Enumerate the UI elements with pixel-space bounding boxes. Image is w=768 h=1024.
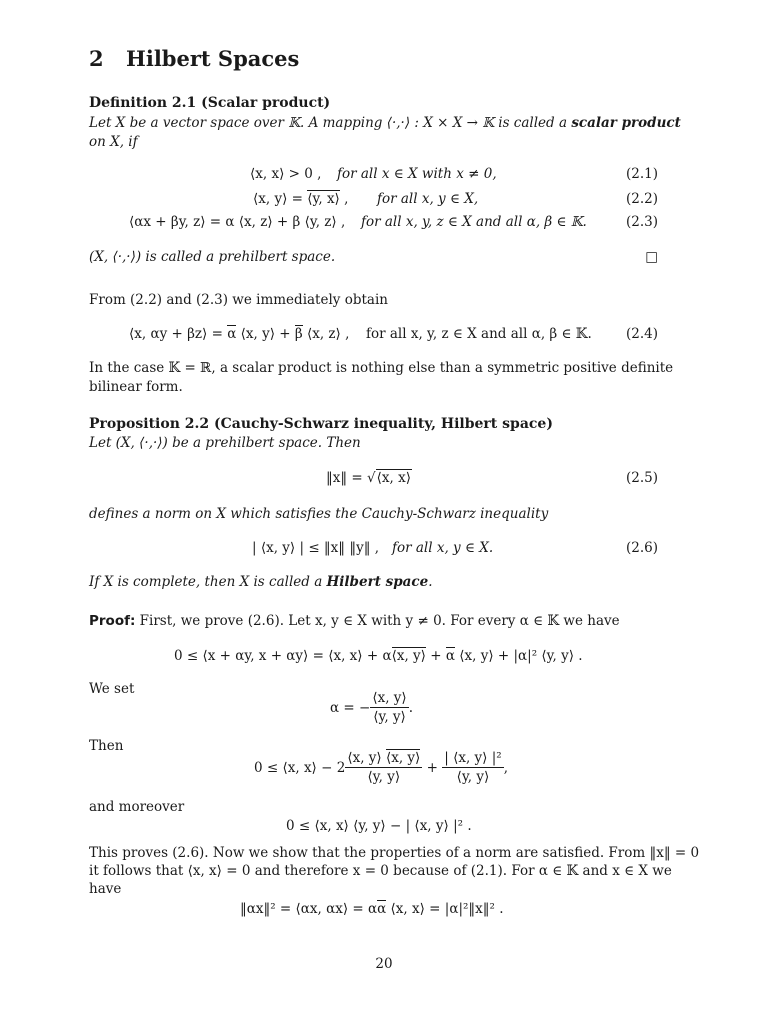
sqrt-radicand: ⟨x, x⟩ <box>376 470 411 486</box>
proof-equation-d <box>240 901 504 917</box>
equation-number: (2.1) <box>625 166 658 182</box>
proposition-line-2: defines a norm on X which satisfies the Cauchy-Schwarz inequality <box>89 506 549 522</box>
equation-number: (2.4) <box>625 326 658 342</box>
equation-expr: ⟨αx + βy, z⟩ = α ⟨x, z⟩ + β ⟨y, z⟩ , <box>129 214 346 230</box>
eq-part: ⟨x, z⟩ , <box>302 326 350 342</box>
fraction-denominator: ⟨y, y⟩ <box>367 769 401 785</box>
final-line-1: This proves (2.6). Now we show that the properties of a norm are satisfied. From ‖x‖ = 0 <box>89 845 700 861</box>
moreover-text: and moreover <box>89 799 185 815</box>
eq-part: ‖αx‖² = ⟨αx, αx⟩ = α <box>240 901 378 917</box>
chapter-heading <box>89 46 299 71</box>
definition-line-1 <box>89 114 681 133</box>
proof-intro <box>89 612 620 631</box>
proof-label: Proof: <box>89 613 136 629</box>
hilbert-end: . <box>428 574 433 590</box>
proof-equation-c: 0 ≤ ⟨x, x⟩ ⟨y, y⟩ − | ⟨x, y⟩ |² . <box>286 818 472 834</box>
alpha-bar: α <box>445 648 455 664</box>
fraction-numerator: ⟨x, y⟩ <box>372 690 407 706</box>
then-text: Then <box>89 738 124 754</box>
conjugate-term: ⟨x, y⟩ <box>391 648 426 664</box>
proposition-line-1: Let (X, ⟨·,·⟩) be a prehilbert space. Then <box>89 435 361 451</box>
proposition-heading: Proposition 2.2 (Cauchy-Schwarz inequality, Hilbert space) <box>89 416 553 432</box>
proof-equation-b <box>254 750 508 785</box>
alpha-definition <box>330 690 413 725</box>
equation-tail: , <box>339 191 349 207</box>
definition-heading: Definition 2.1 (Scalar product) <box>89 95 331 111</box>
definition-text: Let X be a vector space over 𝕂. A mapping ⟨·,·⟩ : X × X → 𝕂 is called a <box>89 115 572 131</box>
chapter-number: 2 <box>89 46 104 71</box>
final-line-2: it follows that ⟨x, x⟩ = 0 and therefore x = 0 because of (2.1). For α ∈ 𝕂 and x ∈ X we <box>89 863 672 879</box>
numerator-part: ⟨x, y⟩ <box>347 750 386 766</box>
equation-lhs: ⟨x, y⟩ = <box>253 191 308 207</box>
norm-lhs: ‖x‖ = √ <box>326 470 376 486</box>
fraction-numerator: | ⟨x, y⟩ |² <box>444 750 502 766</box>
case-text-line-1: In the case 𝕂 = ℝ, a scalar product is nothing else than a symmetric positive definite <box>89 360 674 376</box>
equation-number: (2.3) <box>625 214 658 230</box>
fraction-denominator: ⟨y, y⟩ <box>373 709 406 725</box>
alpha-bar: α <box>227 326 237 342</box>
fraction-numerator <box>345 750 422 768</box>
equation-condition: for all x, y, z ∈ X and all α, β ∈ 𝕂. <box>366 326 592 342</box>
from-text: From (2.2) and (2.3) we immediately obtain <box>89 292 388 308</box>
eq-part: ⟨x, αy + βz⟩ = <box>129 326 228 342</box>
eq-part: ⟨x, y⟩ + <box>236 326 295 342</box>
equation-condition: for all x ∈ X with x ≠ 0, <box>337 166 497 182</box>
page-number: 20 <box>375 956 393 972</box>
proof-intro-text: First, we prove (2.6). Let x, y ∈ X with y ≠ 0. For every α ∈ 𝕂 we have <box>135 613 620 629</box>
definition-line-2: on X, if <box>89 134 138 150</box>
eq-part: 0 ≤ ⟨x + αy, x + αy⟩ = ⟨x, x⟩ + α <box>174 648 392 664</box>
alpha-fraction <box>370 690 408 725</box>
eq-part: + <box>425 648 446 664</box>
alpha-lhs: α = − <box>330 699 371 716</box>
equation-number: (2.5) <box>625 470 658 486</box>
equation-condition: for all x, y ∈ X, <box>377 191 479 207</box>
qed-box-icon: □ <box>645 249 658 265</box>
final-line-3: have <box>89 881 122 897</box>
eq-part: 0 ≤ ⟨x, x⟩ − 2 <box>254 759 346 776</box>
first-fraction <box>345 750 422 785</box>
equation-expr <box>129 326 349 342</box>
equation-condition: for all x, y, z ∈ X and all α, β ∈ 𝕂. <box>361 214 587 230</box>
hilbert-term: Hilbert space <box>326 574 429 590</box>
conjugate-term: ⟨x, y⟩ <box>385 750 421 766</box>
equation-number: (2.6) <box>625 540 658 556</box>
alpha-tail: . <box>408 699 413 716</box>
we-set-text: We set <box>89 681 135 697</box>
case-text-line-2: bilinear form. <box>89 379 183 395</box>
definition-term: scalar product <box>571 115 681 131</box>
proof-equation-a <box>174 648 583 664</box>
alpha-bar: α <box>377 901 387 917</box>
fraction-denominator: ⟨y, y⟩ <box>456 769 490 785</box>
proposition-line-3 <box>89 573 433 592</box>
eq-part: ⟨x, y⟩ + |α|² ⟨y, y⟩ . <box>454 648 583 664</box>
plus-sign: + <box>422 759 443 776</box>
conjugate-term: ⟨y, x⟩ <box>307 191 340 207</box>
second-fraction <box>442 750 503 785</box>
equation-expr <box>326 470 412 486</box>
equation-expr: | ⟨x, y⟩ | ≤ ‖x‖ ‖y‖ , <box>252 540 380 556</box>
prehilbert-text: (X, ⟨·,·⟩) is called a prehilbert space. <box>89 249 336 265</box>
beta-bar: β <box>294 326 303 342</box>
equation-expr: ⟨x, x⟩ > 0 , <box>250 166 322 182</box>
eq-tail: , <box>503 759 508 776</box>
equation-expr <box>253 191 348 207</box>
equation-number: (2.2) <box>625 191 658 207</box>
eq-part: ⟨x, x⟩ = |α|²‖x‖² . <box>386 901 504 917</box>
equation-condition: for all x, y ∈ X. <box>392 540 494 556</box>
hilbert-text: If X is complete, then X is called a <box>89 574 327 590</box>
chapter-title: Hilbert Spaces <box>126 46 300 71</box>
